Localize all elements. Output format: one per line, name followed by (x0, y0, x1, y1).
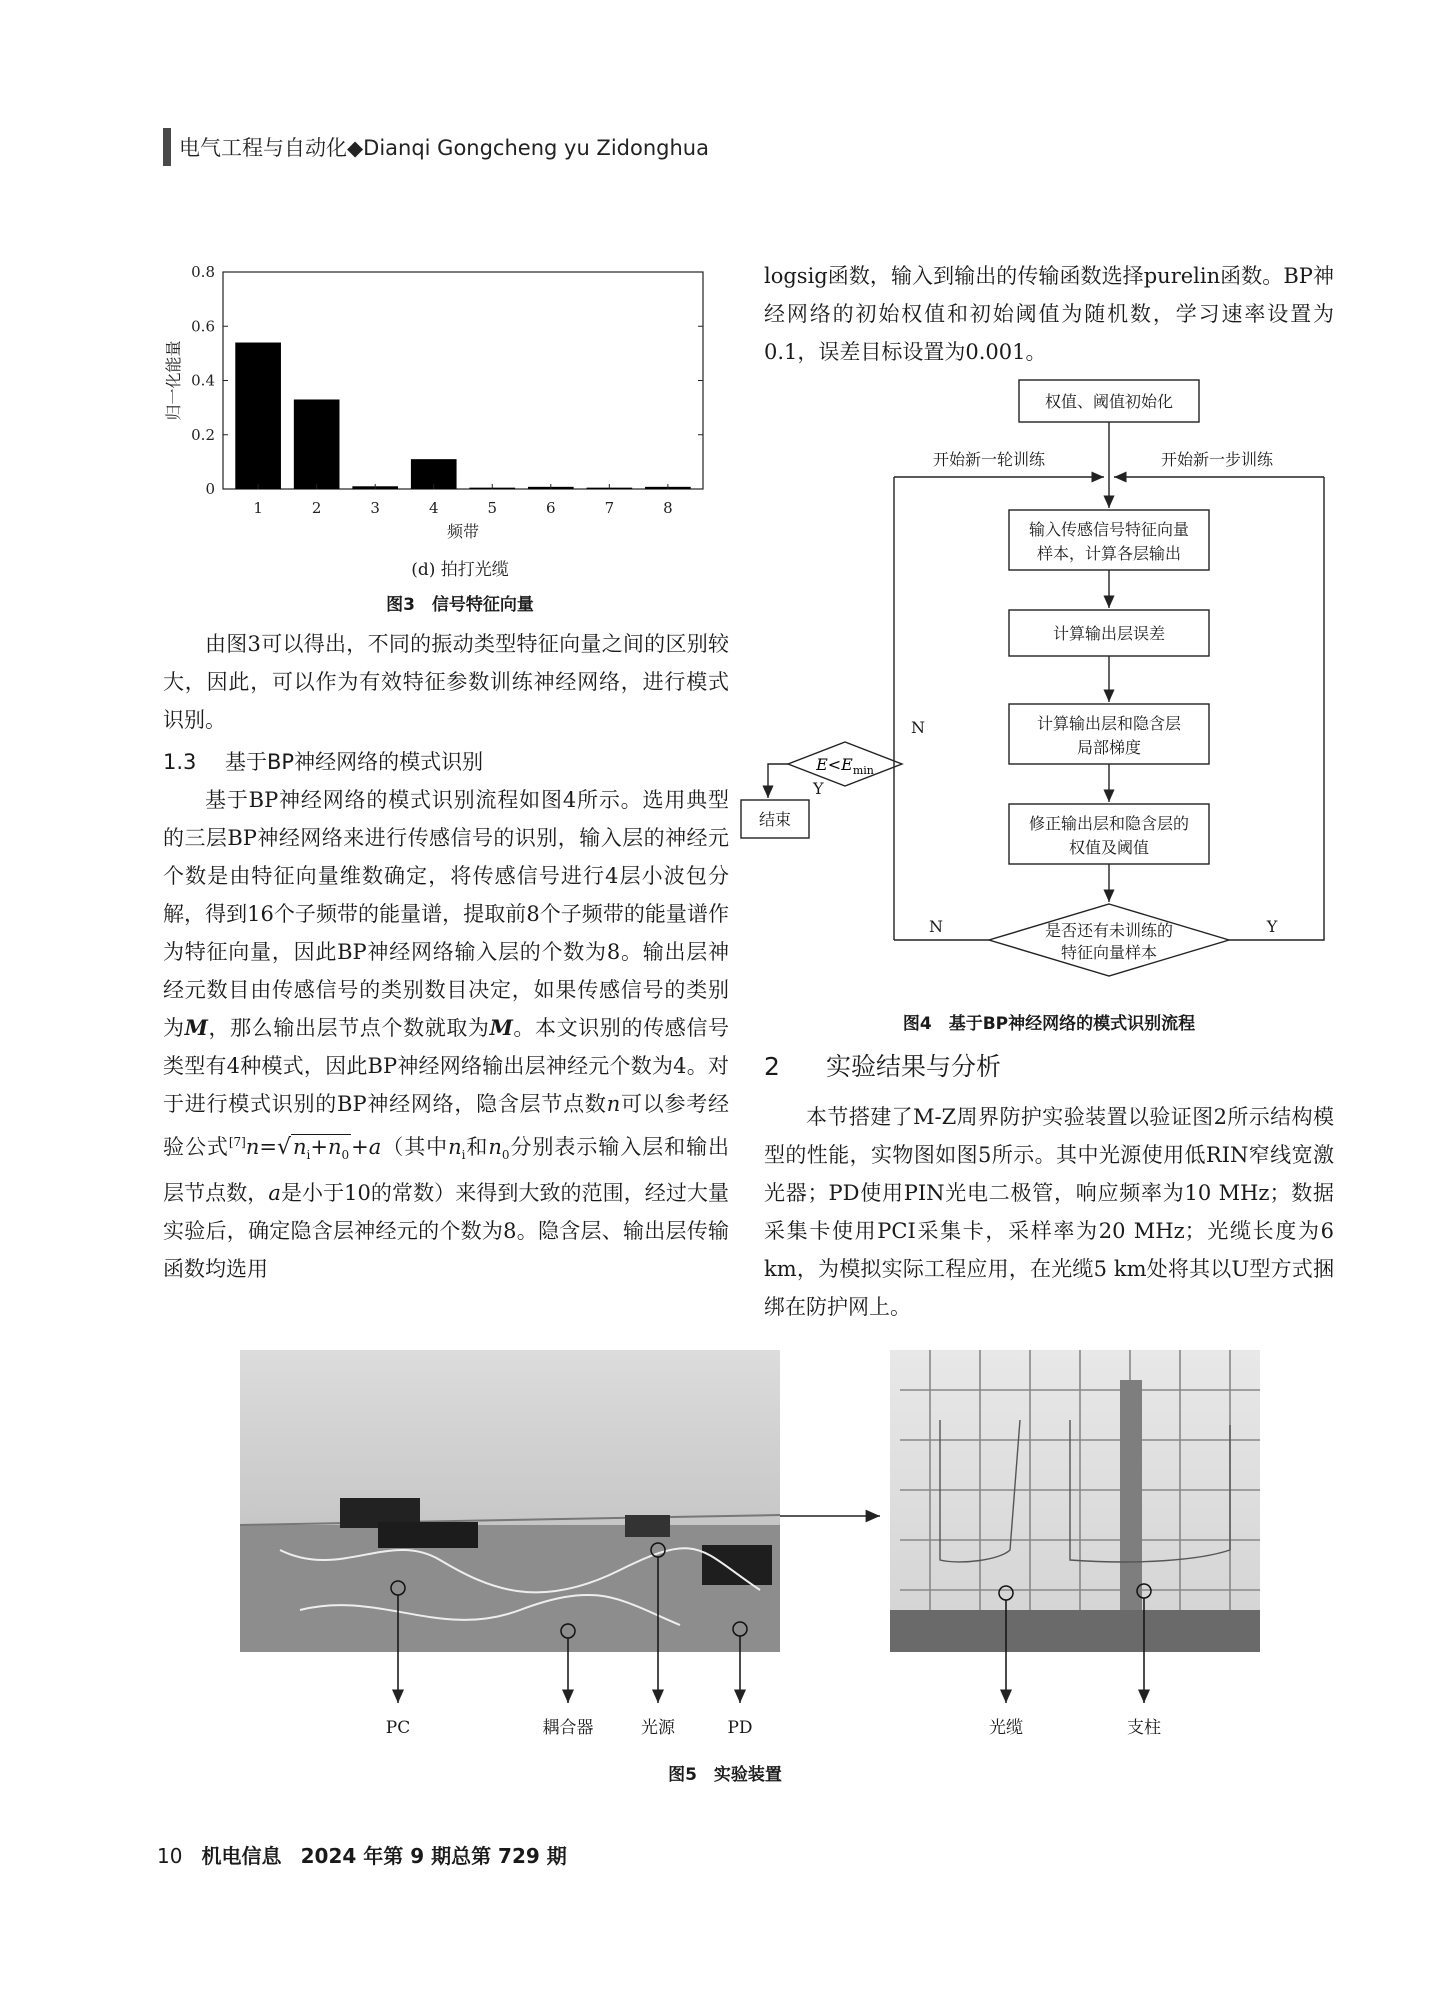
figure5-photos (240, 1350, 1260, 1750)
flow-input-text-1: 输入传感信号特征向量 (1028, 520, 1190, 539)
figure3-caption: 图3 信号特征向量 (386, 595, 534, 615)
var-a: a (268, 1181, 281, 1206)
x-tick-label: 6 (546, 499, 556, 517)
x-tick-label: 4 (428, 499, 439, 517)
y-tick-label: 0.6 (191, 317, 215, 336)
figure3-bar-chart (163, 262, 729, 582)
label-pc: PC (385, 1718, 411, 1738)
y-tick-label: 0.4 (191, 371, 215, 390)
right-paragraph-1: logsig函数，输入到输出的传输函数选择purelin函数。BP神经网络的初始权值和初始阈值为随机数，学习速率设置为0.1，误差目标设置为0.001。 (764, 264, 1334, 364)
fence-photo (890, 1350, 1260, 1652)
flow-emin-e: E<E (816, 755, 853, 774)
formula-radicand (291, 1134, 351, 1163)
text-run: 。本文识别的传感信号类型有4种模式，因此BP神经网络输出层神经元个数为4。对于进行模式识别的BP神经网络，隐含层节点数 (163, 1016, 730, 1116)
label-light-source: 光源 (641, 1718, 675, 1738)
journal-name: 机电信息 (201, 1844, 282, 1868)
section-title: 基于BP神经网络的模式识别 (225, 750, 484, 774)
flow-emin-sub: min (852, 764, 874, 777)
y-tick-label: 0 (205, 480, 215, 498)
formula-plus: + (310, 1135, 328, 1159)
left-column (163, 625, 729, 1288)
flow-remaining-text-2: 特征向量样本 (1060, 943, 1158, 962)
formula-ni: n (293, 1135, 307, 1159)
flow-fix-text-2: 权值及阈值 (1068, 838, 1150, 857)
section-title: 实验结果与分析 (826, 1052, 1002, 1081)
bar (294, 399, 340, 489)
formula-lhs: n= (245, 1135, 277, 1159)
flow-new-step-label: 开始新一步训练 (1160, 450, 1274, 469)
x-tick-label: 8 (663, 499, 673, 517)
text-run: 可以参考经验公式 (163, 1092, 729, 1159)
formula-ni-sub: i (306, 1148, 311, 1163)
flow-label-y-left: Y (813, 779, 824, 798)
var-m: M (489, 1015, 513, 1040)
figure4-flowchart-left (764, 375, 765, 376)
text-run: ，那么输出层节点个数就取为 (207, 1016, 490, 1040)
flow-error-text: 计算输出层误差 (1052, 624, 1166, 643)
x-axis-label: 频带 (446, 522, 480, 541)
header-bar (163, 128, 171, 166)
page-number: 10 (157, 1844, 183, 1868)
flow-label-y-right: Y (1266, 917, 1278, 936)
flow-init-text: 权值、阈值初始化 (1044, 392, 1174, 411)
reference-mark: [7] (228, 1135, 246, 1149)
label-cable: 光缆 (989, 1718, 1023, 1738)
pd-device (702, 1545, 772, 1585)
flow-label-n-bottom: N (929, 917, 943, 936)
right-column-bottom (764, 1046, 1334, 1326)
section-1-3-heading (163, 743, 729, 781)
flow-gradient-text-1: 计算输出层和隐含层 (1036, 714, 1182, 733)
flow-emin-y-arrow (768, 764, 788, 798)
right-paragraph-2: 本节搭建了M-Z周界防护实验装置以验证图2所示结构模型的性能，实物图如图5所示。其中光源使用低RIN窄线宽激光器；PD使用PIN光电二极管，响应频率为10 MHz；数据采集卡使用PCI采集卡，采样率为20 MHz；光缆长度为6 km，为模拟实际工程应用，在光缆5 km处将其以U型方式捆绑在防护网上。 (764, 1105, 1334, 1319)
flow-fix-text-1: 修正输出层和隐含层的 (1028, 814, 1190, 833)
var-ni: n (448, 1135, 462, 1159)
section-number: 2 (764, 1052, 780, 1081)
var-n: n (606, 1092, 621, 1116)
flow-gradient-text-2: 局部梯度 (1076, 738, 1142, 757)
figure4-decision-layer (758, 700, 1114, 860)
y-axis-label: 归一化能量 (164, 340, 183, 421)
var-m: M (184, 1015, 208, 1040)
var-n0: n (488, 1135, 502, 1159)
running-header (163, 128, 709, 166)
var-ni-sub: i (461, 1148, 466, 1163)
fence-ground (890, 1610, 1260, 1652)
figure5-caption: 图5 实验装置 (668, 1765, 782, 1785)
x-tick-label: 7 (604, 499, 615, 517)
x-tick-label: 1 (253, 499, 263, 517)
issue-info: 2024 年第 9 期总第 729 期 (300, 1844, 567, 1868)
light-source-device (625, 1515, 670, 1537)
section-2-heading (764, 1046, 1334, 1088)
left-paragraph-1: 由图3可以得出，不同的振动类型特征向量之间的区别较大，因此，可以作为有效特征参数训练神经网络，进行模式识别。 (163, 632, 729, 732)
device-2 (378, 1522, 478, 1548)
header-title: 电气工程与自动化◆Dianqi Gongcheng yu Zidonghua (179, 136, 709, 160)
var-n0-sub: 0 (501, 1148, 510, 1163)
flow-label-n-top: N (911, 718, 925, 737)
section-number: 1.3 (163, 750, 197, 774)
figure4-flowchart (764, 375, 1334, 975)
flow-new-round-label: 开始新一轮训练 (932, 450, 1046, 469)
label-pillar: 支柱 (1127, 1718, 1161, 1738)
text-run: （其中 (381, 1135, 449, 1159)
formula-n0-sub: 0 (341, 1148, 350, 1163)
left-paragraph-2 (163, 781, 729, 1288)
flow-loop-right (1229, 477, 1324, 940)
flow-input-text-2: 样本，计算各层输出 (1036, 544, 1182, 563)
page-footer (157, 1840, 567, 1869)
formula-n0: n (328, 1135, 342, 1159)
text-run: 和 (465, 1135, 489, 1159)
formula-tail: +a (351, 1135, 382, 1159)
optical-table (240, 1525, 780, 1652)
x-tick-label: 3 (370, 499, 380, 517)
flow-remaining-diamond (989, 904, 1229, 976)
text-run: 分别表示输入层和输出层节点数， (163, 1135, 730, 1206)
flow-end-text: 结束 (758, 810, 792, 829)
y-tick-label: 0.2 (191, 425, 215, 444)
text-run: 是小于10的常数）来得到大致的范围，经过大量实验后，确定隐含层神经元的个数为8。隐含层、输出层传输函数均选用 (163, 1181, 729, 1282)
right-column-top (764, 257, 1334, 371)
label-coupler: 耦合器 (542, 1718, 594, 1738)
figure4-caption: 图4 基于BP神经网络的模式识别流程 (902, 1014, 1196, 1034)
bar (235, 343, 281, 489)
text-run: 基于BP神经网络的模式识别流程如图4所示。选用典型的三层BP神经网络来进行传感信号的识别，输入层的神经元个数是由特征向量维数确定，将传感信号进行4层小波包分解，得到16个子频带的能量谱，提取前8个子频带的能量谱作为特征向量，因此BP神经网络输入层的个数为8。输出层神经元数目由传感信号的类别数目决定，如果传感信号的类别为 (163, 788, 729, 1040)
y-tick-label: 0.8 (191, 263, 215, 281)
figure3-subcaption: (d) 拍打光缆 (411, 560, 509, 580)
formula-sqrt: √ (276, 1135, 292, 1160)
flow-remaining-text-1: 是否还有未训练的 (1044, 921, 1174, 940)
x-tick-label: 2 (311, 499, 322, 517)
x-tick-label: 5 (487, 499, 498, 517)
label-pd: PD (727, 1718, 753, 1738)
